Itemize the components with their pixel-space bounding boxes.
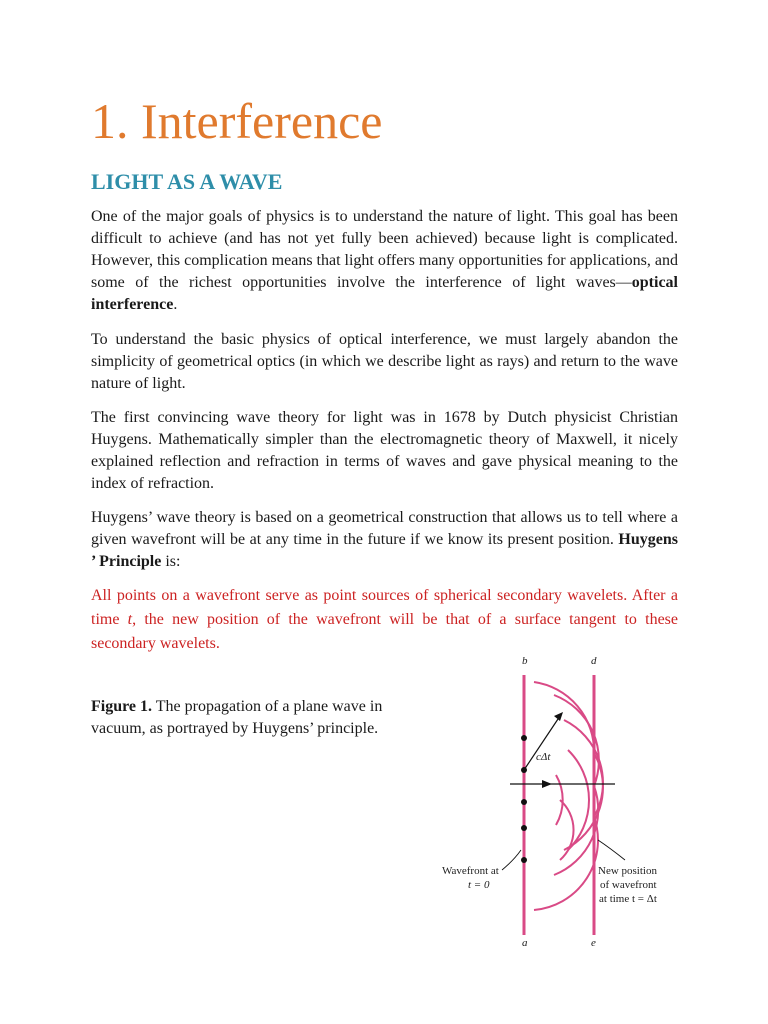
figure-caption-text: The propagation of a plane wave in vacuum, as portrayed by Huygens’ principle. (91, 698, 383, 737)
left-note-line1: Wavefront at (442, 865, 499, 877)
principle-text-b: , the new position of the wavefront will be that of a surface tangent to these secondary wavelets. (91, 611, 679, 652)
paragraph-huygens-theory-end: is: (161, 553, 181, 570)
section-heading: LIGHT AS A WAVE (91, 169, 283, 194)
radius-arrowhead (554, 712, 563, 721)
right-note-line2: of wavefront (600, 879, 657, 891)
label-e: e (591, 937, 596, 949)
paragraph-huygens-theory (91, 507, 678, 573)
huygens-wavefront-figure (430, 650, 700, 950)
paragraph-huygens-theory-text: Huygens’ wave theory is based on a geometrical construction that allows us to tell where a given wavefront will be at any time in the future if we know its present position. (91, 509, 678, 548)
paragraph-huygens-history: The first convincing wave theory for light was in 1678 by Dutch physicist Christian Huygens. Mathematically simpler than the electromagnetic theory of Maxwell, it nicely explained reflection and refraction in terms of waves and gave physical meaning to the index of refraction. (91, 409, 678, 492)
paragraph-intro-text: One of the major goals of physics is to understand the nature of light. This goal has been difficult to achieve (and has not yet fully been achieved) because light is complicated. However, this complication means that light offers many opportunities for applications, and some of the richest opportunities involve the interference of light waves— (91, 208, 678, 291)
principle-statement (91, 584, 678, 656)
page-title: 1. Interference (91, 93, 383, 149)
label-d: d (591, 655, 597, 667)
left-note-leader (502, 850, 521, 870)
paragraph-geometrical-optics: To understand the basic physics of optical interference, we must largely abandon the simplicity of geometrical optics (in which we describe light as rays) and return to the wave nature of light. (91, 331, 678, 392)
term-optical-interference: optical interference (91, 274, 678, 313)
principle-text-a: All points on a wavefront serve as point sources of spherical secondary wavelets. After a time (91, 587, 678, 628)
paragraph-intro-end: . (173, 296, 178, 313)
right-note-line1: New position (598, 865, 657, 877)
figure-caption-label: Figure 1. (91, 698, 153, 715)
propagation-arrow (542, 780, 552, 788)
principle-variable-t: t (127, 611, 133, 628)
paragraph-intro (91, 206, 678, 316)
right-note-leader (598, 840, 625, 860)
term-huygens-principle: Huygens ’ Principle (91, 531, 678, 570)
label-c-delta-t: cΔt (536, 751, 551, 763)
figure-caption (91, 696, 401, 740)
label-b: b (522, 655, 528, 667)
left-note-line2: t = 0 (468, 879, 490, 891)
right-note-line3: at time t = Δt (599, 893, 657, 905)
label-a: a (522, 937, 528, 949)
